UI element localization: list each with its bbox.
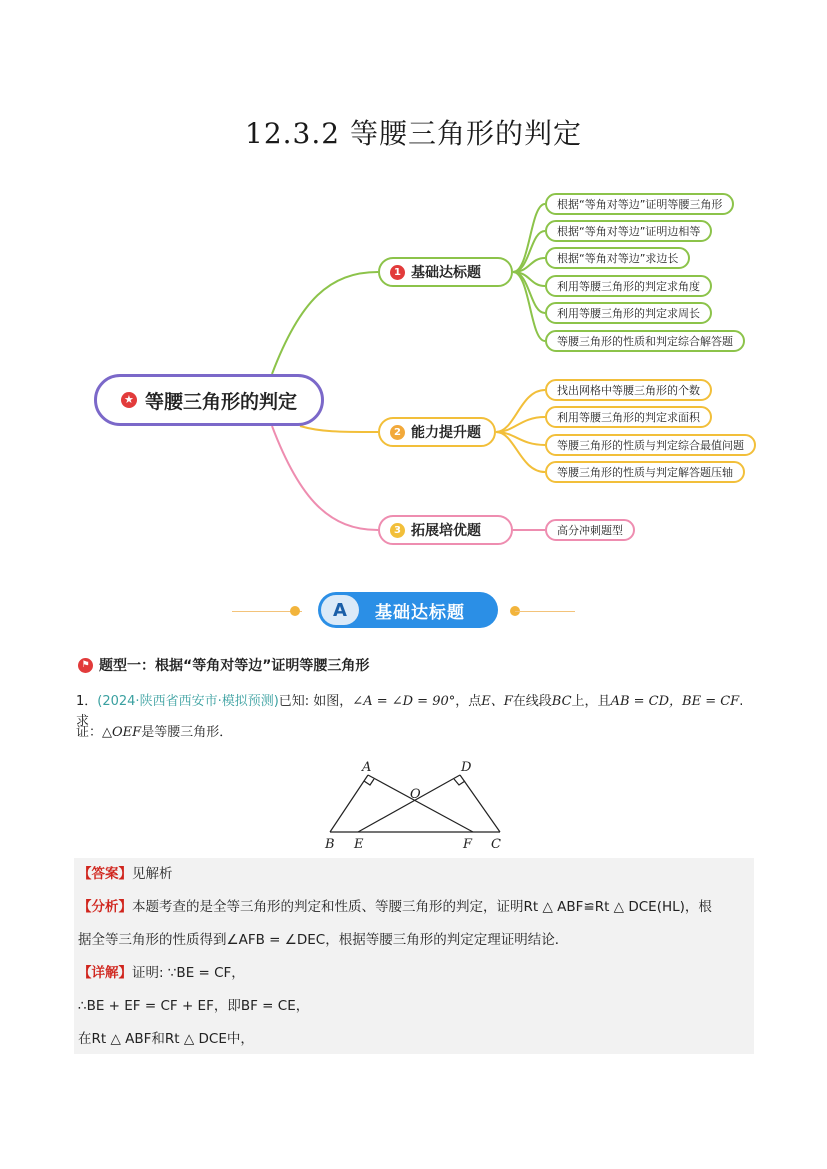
math-expr: ∠A = ∠D = 90°: [352, 694, 456, 709]
section-title: 基础达标题: [375, 602, 465, 623]
detail-text: 证明: ∵BE = CF，: [132, 965, 245, 981]
mindmap-branch-advanced: [378, 417, 496, 447]
number-1-icon: 1: [390, 265, 405, 280]
flag-icon: ⚑: [78, 658, 93, 673]
question-text: 上，且: [571, 694, 611, 709]
mindmap-leaf: 利用等腰三角形的判定求面积: [545, 406, 712, 428]
label-F: F: [463, 837, 473, 852]
section-banner: [318, 592, 498, 628]
label-B: B: [325, 837, 335, 852]
number-2-icon: 2: [390, 425, 405, 440]
answer-line: [78, 863, 750, 885]
mindmap-leaf: 根据“等角对等边”证明边相等: [545, 220, 712, 242]
detail-line-1: [78, 962, 750, 984]
page-title: 12.3.2 等腰三角形的判定: [245, 117, 582, 150]
label-A: A: [362, 760, 372, 775]
question-source: (2024·陕西省西安市·模拟预测): [97, 694, 279, 709]
mindmap-leaf: 根据“等角对等边”求边长: [545, 247, 690, 269]
mindmap-leaf: 等腰三角形的性质与判定综合最值问题: [545, 434, 756, 456]
number-3-icon: 3: [390, 523, 405, 538]
detail-line-3: 在Rt △ ABF和Rt △ DCE中，: [78, 1031, 254, 1047]
math-expr: BC: [551, 694, 572, 709]
label-D: D: [461, 760, 472, 775]
question-type-label: 题型一：根据“等角对等边”证明等腰三角形: [99, 658, 370, 674]
mindmap-leaf: 等腰三角形的性质与判定解答题压轴: [545, 461, 745, 483]
math-expr: AB = CD，BE = CF: [610, 694, 740, 709]
mindmap-leaf: 高分冲刺题型: [545, 519, 635, 541]
label-O: O: [410, 787, 421, 802]
detail-line-2: ∴BE + EF = CF + EF，即BF = CE，: [78, 998, 310, 1014]
answer-box: [74, 858, 754, 1054]
question-text: 是等腰三角形．: [141, 725, 233, 740]
detail-tag: 【详解】: [78, 965, 132, 981]
question-line-2: [76, 723, 756, 743]
section-letter: A: [321, 595, 359, 625]
star-icon: ★: [121, 392, 137, 408]
question-text: 已知: 如图，: [278, 694, 353, 709]
branch-label: 能力提升题: [411, 425, 481, 441]
question-text: 在线段: [512, 694, 552, 709]
question-type-heading: [78, 655, 369, 675]
question-text: .求: [76, 694, 744, 729]
math-expr: △OEF: [102, 725, 142, 740]
question-text: ，点: [455, 694, 482, 709]
mindmap-root-label: 等腰三角形的判定: [144, 390, 297, 413]
analysis-text: 本题考查的是全等三角形的判定和性质、等腰三角形的判定，证明Rt △ ABF≌Rt △ DCE(HL)，根: [132, 899, 712, 915]
math-expr: E、F: [481, 694, 513, 709]
mindmap-leaf: 找出网格中等腰三角形的个数: [545, 379, 712, 401]
mindmap-branch-basic: [378, 257, 513, 287]
mindmap-root: [94, 374, 324, 426]
banner-divider-right: [515, 611, 575, 612]
answer-tag: 【答案】: [78, 866, 132, 882]
mindmap-branch-extension: [378, 515, 513, 545]
banner-dot-left: [290, 606, 300, 616]
label-C: C: [491, 837, 501, 852]
answer-text: 见解析: [132, 866, 173, 882]
branch-label: 基础达标题: [411, 265, 481, 281]
analysis-line-2: 据全等三角形的性质得到∠AFB = ∠DEC，根据等腰三角形的判定定理证明结论．: [78, 932, 569, 948]
analysis-line-1: [78, 896, 750, 918]
analysis-tag: 【分析】: [78, 899, 132, 915]
mindmap-leaf: 等腰三角形的性质和判定综合解答题: [545, 330, 745, 352]
branch-label: 拓展培优题: [411, 523, 481, 539]
mindmap-leaf: 根据“等角对等边”证明等腰三角形: [545, 193, 734, 215]
label-E: E: [354, 837, 364, 852]
mindmap-leaf: 利用等腰三角形的判定求角度: [545, 275, 712, 297]
question-number: 1．: [76, 694, 98, 709]
mindmap-leaf: 利用等腰三角形的判定求周长: [545, 302, 712, 324]
geometry-figure: [320, 755, 510, 855]
question-text: 证：: [76, 725, 103, 740]
